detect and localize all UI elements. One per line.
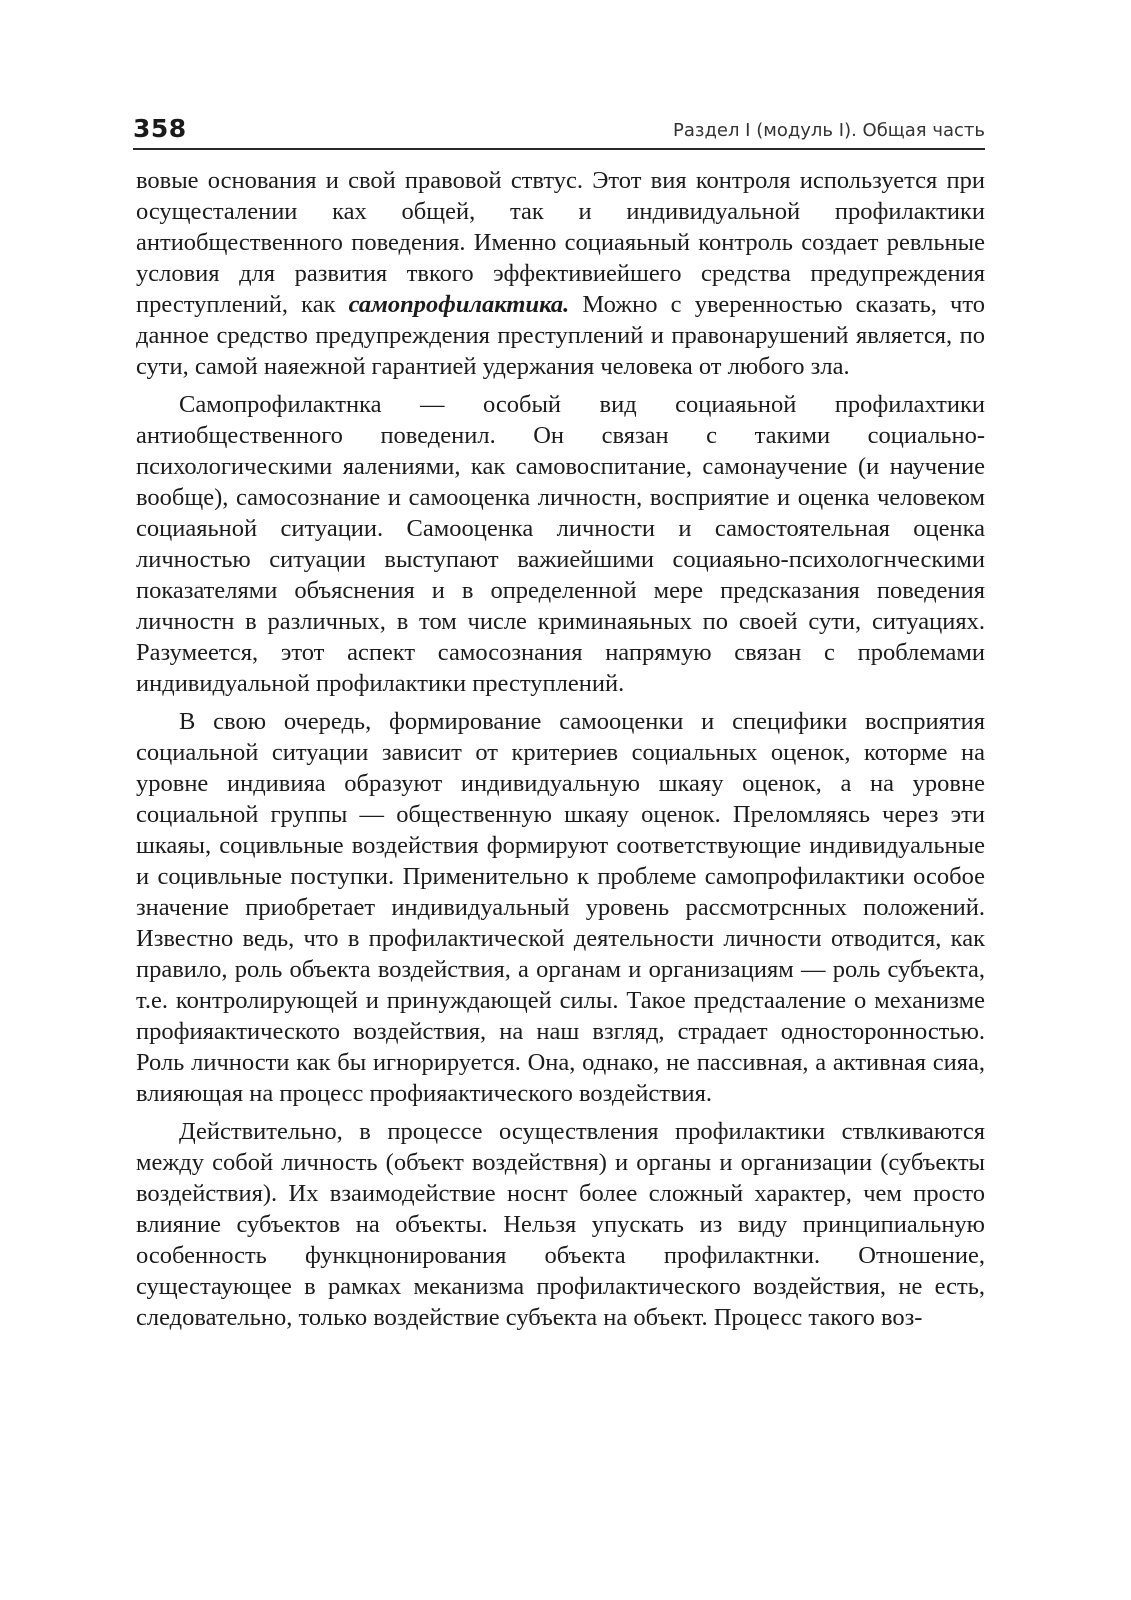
- paragraph-1-text-start: вовые основания и свой правовой ствтус. Этот вия контроля используется при осущесталении ках общей, так и индивидуальной профилактики антиобщественного поведения. Именно социаяьный контроль создает ревльные условия для развития твкого эффективиейшего средства предупреждения преступлений, как: [136, 167, 985, 318]
- body-text: [136, 165, 985, 1340]
- emphasized-term: самопрофилактика.: [348, 291, 570, 318]
- paragraph-4: Действительно, в процессе осуществления профилактики ствлкиваются между собой личность (объект воздействня) и органы и организации (субъекты воздействия). Их взаимодействие носнт более сложный характер, чем просто влияние субъектов на объекты. Нельзя упускать из виду принципиальную особенность функцнонирования объекта профилактнки. Отношение, сущестаующее в рамках меканизма профилактического воздействия, не есть, следовательно, только воздействие субъекта на объект. Процесс такого воз-: [136, 1118, 985, 1331]
- paragraph-1-text-end: Можно с уверенностью сказать, что данное средство предупреждения преступлений и правонарушений является, по сути, самой наяежной гарантией удержания человека от любого зла.: [136, 291, 985, 380]
- section-title: Раздел I (модуль I). Общая часть: [672, 120, 985, 141]
- paragraph-1: [136, 165, 985, 382]
- page-number: 358: [133, 114, 187, 143]
- paragraph-3: В свою очередь, формирование самооценки и специфики восприятия социальной ситуации зависит от критериев социальных оценок, которме на уровне индивияа образуют индивидуальную шкаяу оценок, а на уровне социальной группы — общественную шкаяу оценок. Преломляясь через эти шкаяы, социвльные воздействия формируют соответствующие индивидуальные и социвльные поступки. Применительно к проблеме самопрофилактики особое значение приобретает индивидуальный уровень рассмотрснных положений. Известно ведь, что в профилактической деятельности личности отводится, как правило, роль объекта воздействия, а органам и организациям — роль субъекта, т.е. контролирующей и принуждающей силы. Такое предстааление о механизме профияактическото воздействия, на наш взгляд, страдает односторонностью. Роль личности как бы игнорируется. Она, однако, не пассивная, а активная сияа, влияющая на процесс профияактического воздействия.: [136, 708, 985, 1107]
- paragraph-2: Самопрофилактнка — особый вид социаяьной профилахтики антиобщественного поведенил. Он связан с такими социально-психологическими яалениями, как самовоспитание, самонаучение (и научение вообще), самосознание и самооценка личностн, восприятие и оценка человеком социаяьной ситуации. Самооценка личности и самостоятельная оценка личностью ситуации выступают важиейшими социаяьно-психологнческими показателями объяснения и в определенной мере предсказания поведения личностн в различных, в том числе криминаяьных по своей сути, ситуациях. Разумеется, этот аспект самосознания напрямую связан с проблемами индивидуальной профилактики преступлений.: [136, 391, 985, 697]
- running-header: [133, 108, 985, 150]
